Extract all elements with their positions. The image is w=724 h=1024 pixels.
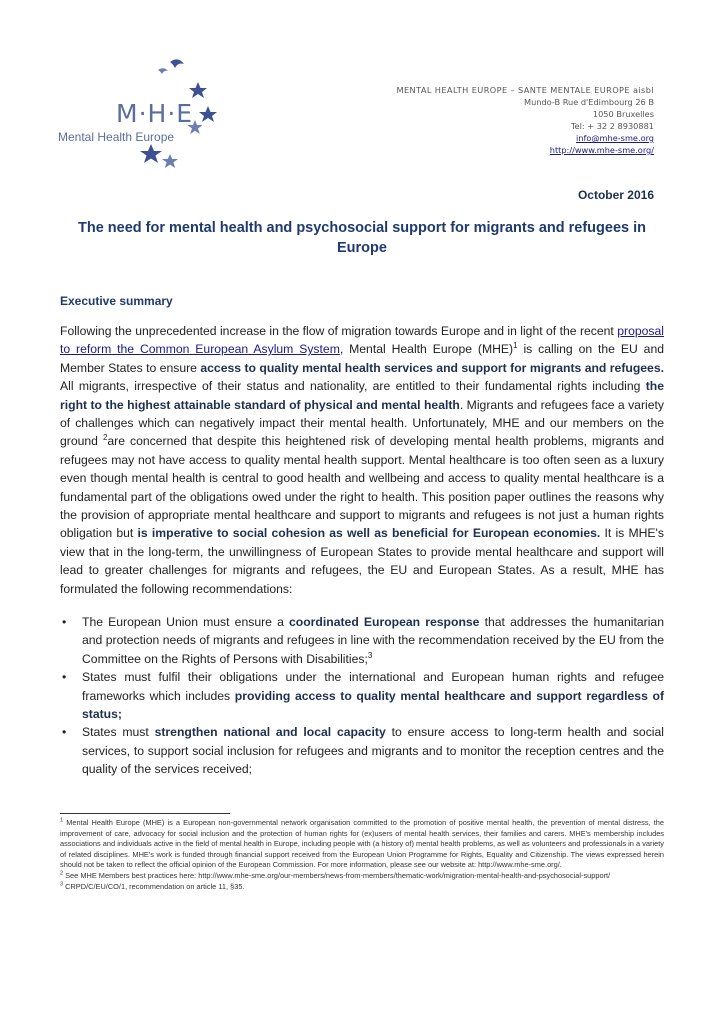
document-date: October 2016	[577, 188, 654, 202]
list-item: • States must strengthen national and local capacity to ensure access to long-term health and social services, to support social inclusion for refugees and migrants and to monitor the reception centres and the quality of the services received;	[60, 723, 664, 778]
footnote-divider	[60, 813, 230, 814]
footnote: $^2$ See MHE Members best practices here: http://www.mhe-sme.org/our-members/news-from-members/thematic-work/migration-mental-health-and-psychosocial-support/	[60, 870, 611, 880]
summary-paragraph: Following the unprecedented increase in the flow of migration towards Europe and in light of the recent proposal to reform the Common European Asylum System, Mental Health Europe (MHE)$^1$ is calling on the EU and Member States to ensure access to quality mental health services and support for migrants and refugees. All migrants, irrespective of their status and nationality, are entitled to their fundamental rights including the right to the highest attainable standard of physical and mental health. Migrants and refugees face a variety of challenges which can negatively impact their mental health. Unfortunately, MHE and our members on the ground $^2$are concerned that despite this heightened risk of developing mental health problems, migrants and refugees may not have access to quality mental health support. Mental healthcare is too often seen as a luxury even though mental health is central to good health and wellbeing and access to quality mental healthcare is a fundamental part of the obligations owed under the right to health. This position paper outlines the reasons why the provision of appropriate mental healthcare and support to migrants and refugees is not just a human rights obligation but is imperative to social cohesion as well as beneficial for European economies. It is MHE's view that in the long-term, the unwillingness of European States to provide mental healthcare and support will lead to greater challenges for migrants and refugees, the EU and European States. As a result, MHE has formulated the following recommendations:	[60, 324, 664, 596]
org-website-link[interactable]: http://www.mhe-sme.org/	[549, 145, 654, 155]
document-title: The need for mental health and psychosocial support for migrants and refugees in Europe	[77, 220, 646, 256]
footnote-ref-1: 1	[513, 341, 518, 351]
section-heading: Executive summary	[60, 294, 173, 308]
footnotes	[60, 818, 664, 892]
footnote: $^3$ CRPD/C/EU/CO/1, recommendation on article 11, §35.	[60, 881, 245, 891]
org-email-link[interactable]: info@mhe-sme.org	[575, 133, 654, 143]
organisation-contact	[397, 84, 654, 156]
org-address-line2: 1050 Bruxelles	[592, 109, 654, 119]
org-address-line1: Mundo-B Rue d'Edimbourg 26 B	[524, 97, 654, 107]
list-item: • States must fulfil their obligations under the international and European human rights and refugee frameworks which includes providing access to quality mental healthcare and support regardless of status;	[60, 668, 664, 723]
recommendations-list	[60, 613, 664, 779]
logo-subtitle: Mental Health Europe	[58, 130, 175, 144]
org-name: MENTAL HEALTH EUROPE – SANTE MENTALE EUROPE aisbl	[396, 85, 654, 95]
mhe-logo	[58, 56, 238, 171]
footnote-ref-2: 2	[102, 433, 108, 443]
list-item: • The European Union must ensure a coordinated European response that addresses the humanitarian and protection needs of migrants and refugees in line with the recommendation received by the EU from the Committee on the Rights of Persons with Disabilities;$^3$	[60, 613, 664, 668]
logo-letters: M·H·E	[116, 99, 194, 128]
org-telephone: Tel: + 32 2 8930881	[570, 121, 654, 131]
footnote-ref-3: 3	[367, 650, 373, 660]
footnote: $^1$ Mental Health Europe (MHE) is a European non-governmental network organisation committed to the promotion of positive mental health, the prevention of mental distress, the improvement of care, advocacy for social inclusion and the protection of human rights for (ex)users of mental health services, their families and carers. MHE's membership includes associations and individuals active in the field of mental health in Europe, including people with (a history of) mental health problems, as well as volunteers and professionals in a variety of related disciplines. MHE's work is funded through financial support received from the European Union Programme for Rights, Equality and Citizenship. The views expressed herein should not be taken to reflect the official opinion of the European Commission. For more information, please see our website at: http://www.mhe-sme.org/.	[60, 817, 665, 870]
asylum-system-link[interactable]: proposal to reform the Common European Asylum System	[60, 324, 664, 357]
